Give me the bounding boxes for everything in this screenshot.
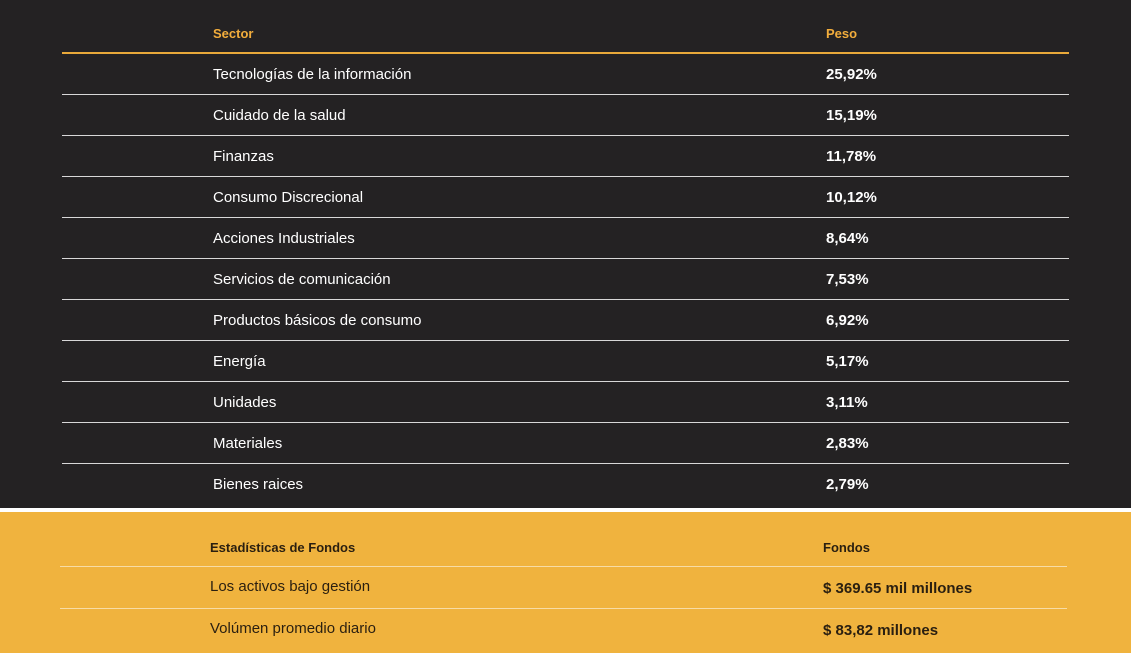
sector-name: Consumo Discrecional <box>213 189 364 206</box>
table-row <box>62 464 1069 504</box>
fund-stat-value: $ 369.65 mil millones <box>823 580 973 597</box>
table-row <box>62 259 1069 300</box>
fund-stat-label: Volúmen promedio diario <box>210 620 376 637</box>
sector-name: Productos básicos de consumo <box>213 312 422 329</box>
sector-weight: 10,12% <box>826 189 877 206</box>
sector-table-header <box>62 0 1069 54</box>
table-row <box>60 567 1067 609</box>
table-row <box>62 382 1069 423</box>
fund-stats-header <box>60 512 1067 567</box>
fund-stats-table <box>60 512 1067 650</box>
sector-weight: 5,17% <box>826 353 869 370</box>
sector-name: Tecnologías de la información <box>213 66 412 83</box>
table-row <box>62 177 1069 218</box>
sector-name: Finanzas <box>213 148 274 165</box>
table-row <box>62 95 1069 136</box>
table-row <box>62 341 1069 382</box>
sector-weight: 25,92% <box>826 66 877 83</box>
sector-weight: 15,19% <box>826 107 877 124</box>
fund-stat-value: $ 83,82 millones <box>823 622 939 639</box>
table-row <box>62 136 1069 177</box>
sector-name: Acciones Industriales <box>213 230 355 247</box>
sector-name: Bienes raices <box>213 476 304 493</box>
sector-weight: 6,92% <box>826 312 869 329</box>
table-row <box>62 423 1069 464</box>
sector-weight: 2,79% <box>826 476 869 493</box>
sector-weight: 11,78% <box>826 148 877 165</box>
sector-weight: 3,11% <box>826 394 868 411</box>
funds-column-header: Fondos <box>823 540 870 555</box>
fund-stat-label: Los activos bajo gestión <box>210 578 371 595</box>
fund-stats-column-header: Estadísticas de Fondos <box>210 540 356 555</box>
sector-name: Energía <box>213 353 266 370</box>
table-row <box>62 54 1069 95</box>
sector-name: Unidades <box>213 394 277 411</box>
sector-weight: 8,64% <box>826 230 869 247</box>
sector-name: Materiales <box>213 435 283 452</box>
sector-name: Servicios de comunicación <box>213 271 391 288</box>
table-row <box>62 300 1069 341</box>
sector-weights-table <box>62 0 1069 504</box>
sector-weight: 2,83% <box>826 435 869 452</box>
table-row <box>62 218 1069 259</box>
table-row <box>60 609 1067 650</box>
sector-name: Cuidado de la salud <box>213 107 346 124</box>
sector-column-header: Sector <box>213 26 254 41</box>
weight-column-header: Peso <box>826 26 858 41</box>
sector-weight: 7,53% <box>826 271 869 288</box>
